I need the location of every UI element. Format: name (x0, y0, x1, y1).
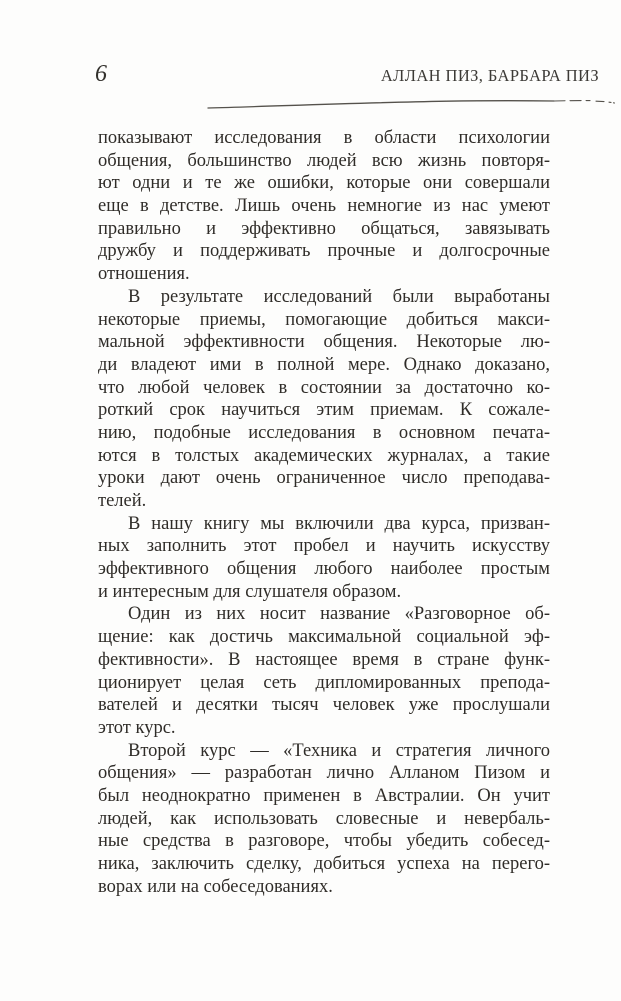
text-line: некоторые приемы, помогающие добиться макси- (98, 309, 550, 330)
text-line: что любой человек в состоянии за достаточно ко- (98, 377, 550, 398)
text-line: нию, подобные исследования в основном печата- (98, 422, 550, 443)
text-line: Один из них носит название «Разговорное об- (128, 604, 550, 625)
text-line: общения, большинство людей всю жизнь повторя- (98, 150, 550, 171)
text-line: показывают исследования в области психологии (98, 128, 550, 148)
text-line: ных заполнить этот пробел и научить искусству (98, 536, 550, 557)
text-line: вателей и десятки тысяч человек уже прослушали (98, 695, 550, 716)
text-line: ди владеют ими в полной мере. Однако доказано, (98, 354, 550, 375)
text-line: правильно и эффективно общаться, завязывать (98, 218, 550, 239)
page-number: 6 (95, 61, 107, 87)
text-line: ворах или на собеседованиях. (98, 876, 333, 897)
text-line: отношения. (98, 264, 190, 285)
text-line: этот курс. (98, 717, 176, 738)
text-line: роткий срок научиться этим приемам. К сожале- (98, 400, 550, 421)
paragraph (98, 286, 550, 513)
text-line: людей, как использовать словесные и невербаль- (98, 808, 550, 829)
text-line: дружбу и поддерживать прочные и долгосрочные (98, 241, 550, 262)
text-body (98, 127, 550, 898)
page-header (95, 62, 599, 86)
text-line: общения» — разработан лично Алланом Пизом и (98, 763, 550, 784)
text-line: ные средства в разговоре, чтобы убедить собесед- (98, 831, 550, 852)
text-line: ника, заключить сделку, добиться успеха на перего- (98, 854, 550, 874)
text-line: мальной эффективности общения. Некоторые лю- (98, 332, 550, 353)
text-line: Второй курс — «Техника и стратегия личного (128, 740, 550, 761)
text-line: и интересным для слушателя образом. (98, 581, 402, 602)
text-line: телей. (98, 491, 147, 511)
paragraph (98, 513, 550, 604)
running-header: АЛЛАН ПИЗ, БАРБАРА ПИЗ (380, 66, 599, 85)
paragraph (98, 740, 550, 899)
text-line: эффективного общения любого наиболее простым (98, 559, 550, 580)
text-line: уроки дают очень ограниченное число преподава- (98, 468, 550, 489)
paragraph (98, 127, 550, 286)
text-line: В нашу книгу мы включили два курса, призван- (128, 513, 550, 534)
header-rule-decoration (206, 97, 616, 111)
text-line: ются в толстых академических журналах, а такие (98, 445, 550, 466)
text-line: В результате исследований были выработаны (128, 286, 550, 307)
text-line: фективности». В настоящее время в стране функ- (98, 649, 550, 670)
text-line: еще в детстве. Лишь очень немногие из нас умеют (98, 196, 550, 217)
paragraph (98, 603, 550, 739)
text-line: ют одни и те же ошибки, которые они совершали (98, 173, 550, 194)
text-line: щение: как достичь максимальной социальной эф- (98, 627, 550, 648)
text-line: был неоднократно применен в Австралии. Он учит (98, 785, 550, 806)
text-line: ционирует целая сеть дипломированных препода- (98, 672, 550, 693)
